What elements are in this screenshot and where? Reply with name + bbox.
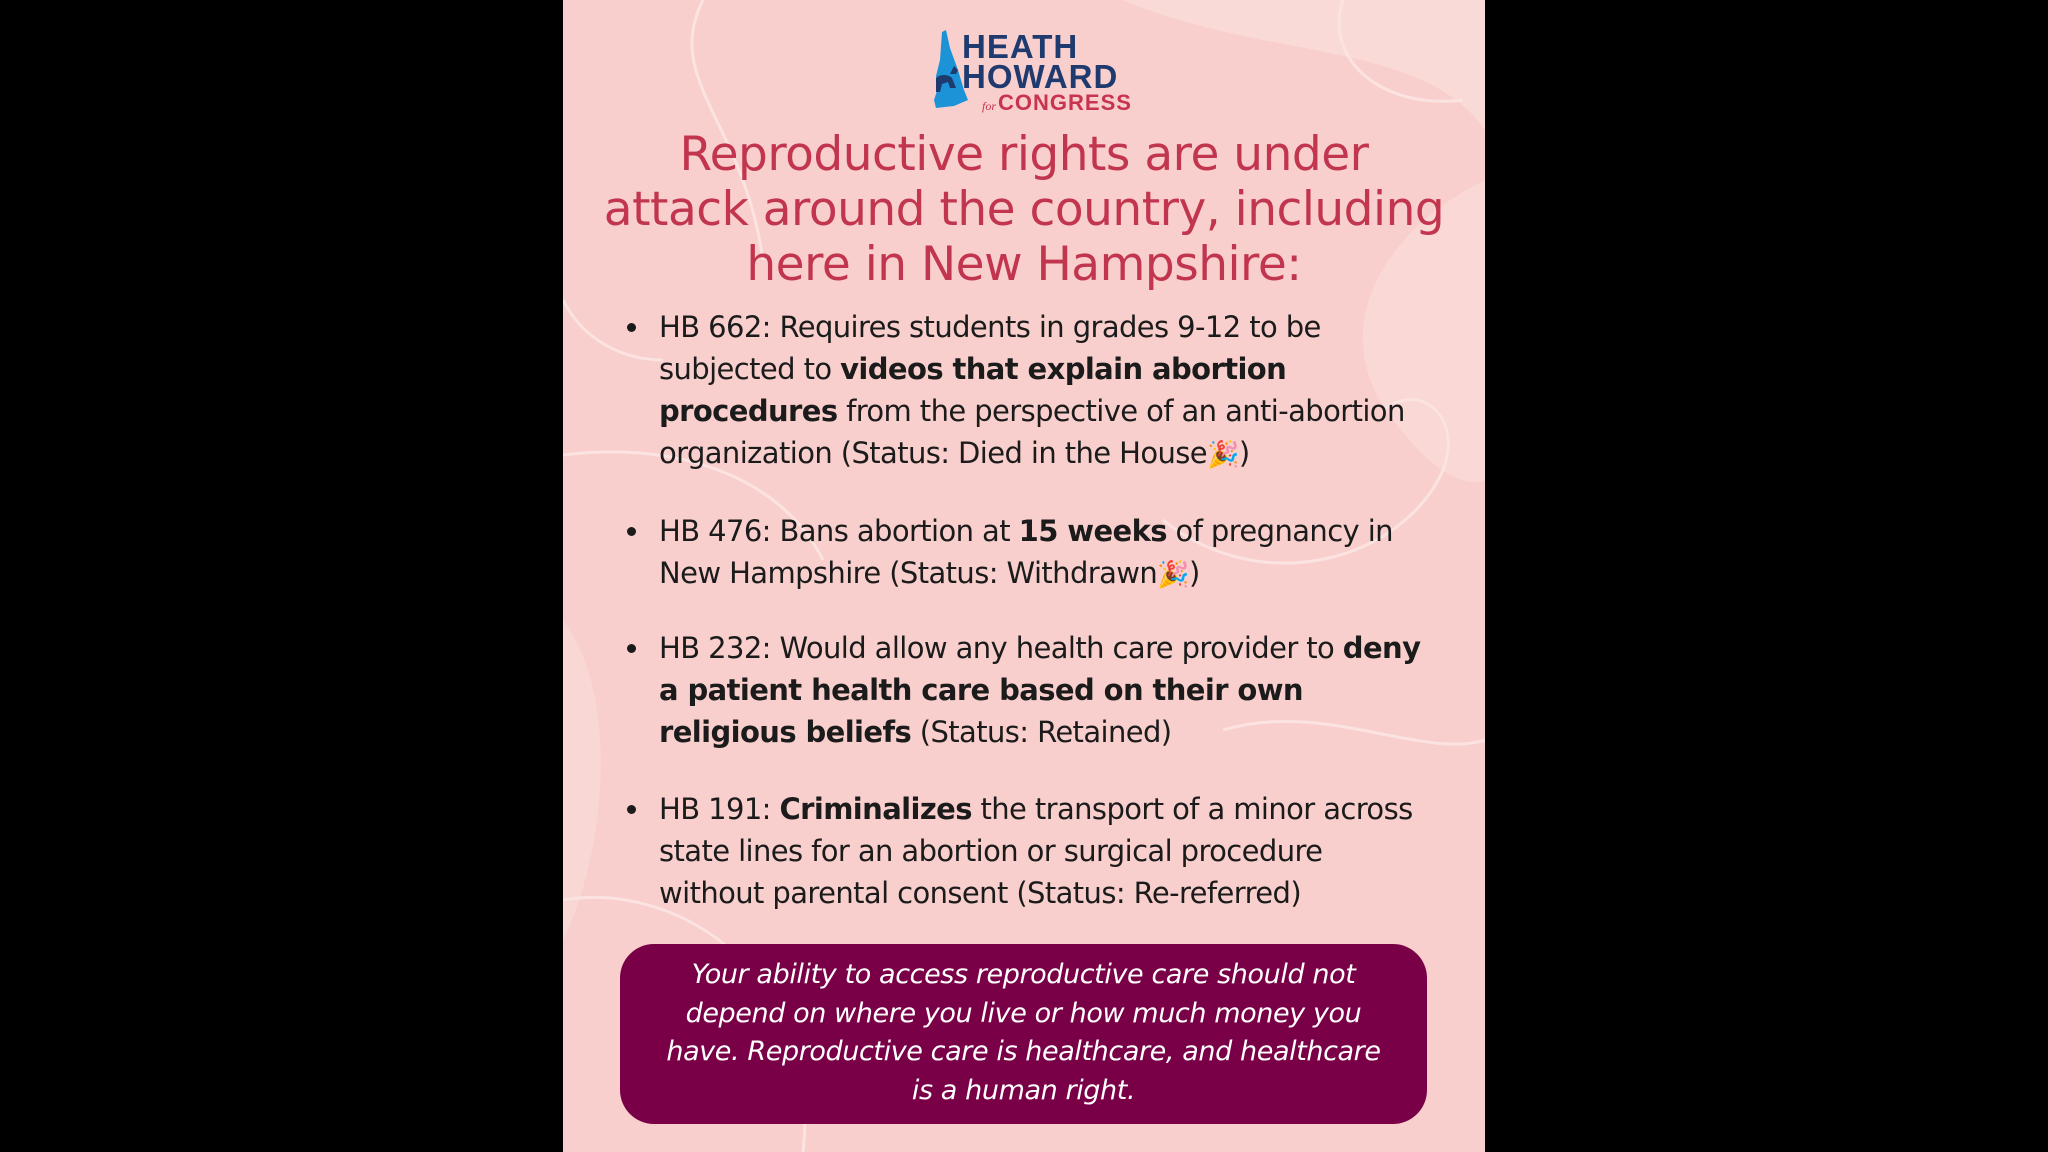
logo-for: for bbox=[982, 99, 997, 113]
logo-name-last: HOWARD bbox=[962, 58, 1119, 95]
bill-emphasis: deny a patient health care based on their own religious beliefs bbox=[659, 631, 1421, 749]
bill-text-rest: the transport of a minor across state lines for an abortion or surgical procedure without parental consent (Status: Re-referred) bbox=[659, 792, 1413, 910]
bill-item-hb662 bbox=[623, 306, 1423, 476]
bill-text-end: ) bbox=[1238, 436, 1250, 470]
bill-text: HB 232: Would allow any health care provider to bbox=[659, 631, 1343, 665]
bullet-dot bbox=[627, 323, 636, 332]
party-popper-icon: 🎉 bbox=[1207, 440, 1239, 470]
bill-text-rest: of pregnancy in New Hampshire (Status: Withdrawn bbox=[659, 514, 1393, 590]
campaign-graphic bbox=[563, 0, 1485, 1152]
bill-text-rest: (Status: Retained) bbox=[911, 715, 1172, 749]
callout-box bbox=[620, 944, 1427, 1124]
headline: Reproductive rights are under attack around the country, including here in New Hampshire: bbox=[603, 127, 1445, 292]
bullet-dot bbox=[627, 644, 636, 653]
party-popper-icon: 🎉 bbox=[1157, 560, 1189, 590]
bill-item-hb476 bbox=[623, 510, 1423, 596]
bill-text-rest: from the perspective of an anti-abortion organization (Status: Died in the House bbox=[659, 394, 1405, 470]
bill-text: HB 191: bbox=[659, 792, 780, 826]
bullet-dot bbox=[627, 527, 636, 536]
bill-text: HB 662: Requires students in grades 9-12 to be subjected to bbox=[659, 310, 1321, 386]
logo-congress-text: CONGRESS bbox=[998, 90, 1132, 115]
logo-congress bbox=[982, 90, 1132, 116]
bill-item-hb232 bbox=[623, 627, 1423, 753]
bill-emphasis: 15 weeks bbox=[1018, 514, 1167, 548]
bill-text: HB 476: Bans abortion at bbox=[659, 514, 1019, 548]
bill-emphasis: Criminalizes bbox=[779, 792, 972, 826]
campaign-logo bbox=[928, 28, 1168, 118]
callout-text: Your ability to access reproductive care should not depend on where you live or how much money you have. Reproductive care is healthcare, and healthcare is a human right. bbox=[666, 959, 1381, 1106]
bullet-dot bbox=[627, 805, 636, 814]
logo-name-first: HEATH bbox=[962, 28, 1079, 65]
bill-text-end: ) bbox=[1188, 556, 1200, 590]
bill-emphasis: videos that explain abortion procedures bbox=[659, 352, 1287, 428]
bill-item-hb191 bbox=[623, 788, 1423, 914]
